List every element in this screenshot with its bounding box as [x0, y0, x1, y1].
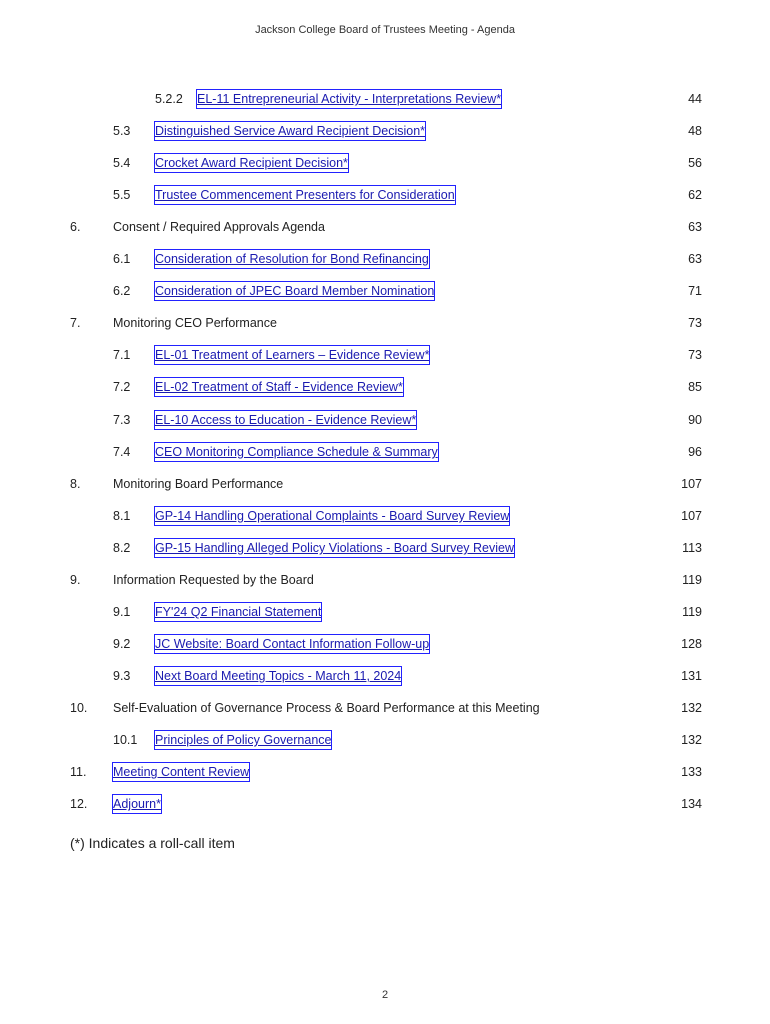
page-number: 113 [682, 541, 702, 555]
section-title: Monitoring CEO Performance [113, 316, 277, 330]
page-number: 73 [688, 316, 702, 330]
page-number: 132 [681, 701, 702, 715]
page-number: 90 [688, 413, 702, 427]
item-number: 7.1 [113, 348, 131, 362]
agenda-section-row [0, 314, 770, 332]
item-number: 5.4 [113, 156, 131, 170]
agenda-row [0, 731, 770, 749]
item-number: 6.1 [113, 252, 131, 266]
agenda-link[interactable]: EL-10 Access to Education - Evidence Review* [155, 413, 417, 427]
page-number: 48 [688, 124, 702, 138]
agenda-link[interactable]: Next Board Meeting Topics - March 11, 2024 [155, 669, 402, 683]
agenda-link[interactable]: GP-15 Handling Alleged Policy Violations - Board Survey Review [155, 541, 514, 555]
agenda-row [0, 186, 770, 204]
page-number: 63 [688, 220, 702, 234]
section-title: Monitoring Board Performance [113, 477, 284, 491]
page-number: 131 [681, 669, 702, 683]
section-number: 12. [70, 797, 88, 811]
agenda-row [0, 539, 770, 557]
roll-call-note: (*) Indicates a roll-call item [70, 835, 235, 851]
agenda-link[interactable]: Meeting Content Review [113, 765, 250, 779]
agenda-row [0, 346, 770, 364]
agenda-row [0, 90, 770, 108]
agenda-link[interactable]: EL-01 Treatment of Learners – Evidence Review* [155, 348, 430, 362]
section-title: Self-Evaluation of Governance Process & Board Performance at this Meeting [113, 701, 540, 715]
page-footer-number: 2 [381, 989, 389, 1001]
item-number: 8.2 [113, 541, 131, 555]
page-number: 132 [681, 733, 702, 747]
agenda-row [0, 667, 770, 685]
agenda-section-row [0, 475, 770, 493]
agenda-link[interactable]: CEO Monitoring Compliance Schedule & Summary [155, 445, 438, 459]
agenda-link[interactable]: EL-11 Entrepreneurial Activity - Interpretations Review* [197, 92, 502, 106]
agenda-link[interactable]: GP-14 Handling Operational Complaints - Board Survey Review [155, 509, 510, 523]
item-number: 5.2.2 [155, 92, 183, 106]
page-number: 73 [688, 348, 702, 362]
agenda-link[interactable]: Consideration of Resolution for Bond Refinancing [155, 252, 429, 266]
page-number: 107 [681, 509, 702, 523]
agenda-link[interactable]: Distinguished Service Award Recipient Decision* [155, 124, 426, 138]
item-number: 6.2 [113, 284, 131, 298]
page-number: 63 [688, 252, 702, 266]
agenda-section-row [0, 571, 770, 589]
agenda-row [0, 378, 770, 396]
page-number: 119 [682, 605, 702, 619]
item-number: 7.3 [113, 413, 131, 427]
item-number: 8.1 [113, 509, 131, 523]
agenda-row [0, 122, 770, 140]
agenda-section-row [0, 699, 770, 717]
page-number: 96 [688, 445, 702, 459]
agenda-link[interactable]: JC Website: Board Contact Information Follow-up [155, 637, 430, 651]
agenda-link[interactable]: Principles of Policy Governance [155, 733, 332, 747]
agenda-link[interactable]: FY'24 Q2 Financial Statement [155, 605, 322, 619]
item-number: 9.1 [113, 605, 131, 619]
section-title: Consent / Required Approvals Agenda [113, 220, 325, 234]
page-number: 133 [681, 765, 702, 779]
item-number: 9.3 [113, 669, 131, 683]
agenda-row [0, 443, 770, 461]
agenda-section-row [0, 795, 770, 813]
item-number: 7.2 [113, 380, 131, 394]
item-number: 9.2 [113, 637, 131, 651]
agenda-row [0, 411, 770, 429]
page-number: 107 [681, 477, 702, 491]
agenda-row [0, 603, 770, 621]
section-title: Information Requested by the Board [113, 573, 314, 587]
page-number: 119 [682, 573, 702, 587]
section-number: 6. [70, 220, 81, 234]
agenda-row [0, 282, 770, 300]
agenda-link[interactable]: Trustee Commencement Presenters for Consideration [155, 188, 455, 202]
agenda-link[interactable]: Consideration of JPEC Board Member Nomination [155, 284, 435, 298]
item-number: 7.4 [113, 445, 131, 459]
agenda-link[interactable]: Adjourn* [113, 797, 161, 811]
page-number: 128 [681, 637, 702, 651]
page-header: Jackson College Board of Trustees Meeting - Agenda [255, 24, 515, 36]
agenda-row [0, 154, 770, 172]
agenda-link[interactable]: EL-02 Treatment of Staff - Evidence Review* [155, 380, 403, 394]
agenda-link[interactable]: Crocket Award Recipient Decision* [155, 156, 348, 170]
section-number: 8. [70, 477, 81, 491]
agenda-row [0, 507, 770, 525]
section-number: 10. [70, 701, 88, 715]
section-number: 9. [70, 573, 81, 587]
agenda-row [0, 250, 770, 268]
item-number: 10.1 [113, 733, 138, 747]
agenda-row [0, 635, 770, 653]
section-number: 11. [70, 765, 87, 779]
item-number: 5.5 [113, 188, 131, 202]
agenda-section-row [0, 763, 770, 781]
page-number: 62 [688, 188, 702, 202]
page-number: 85 [688, 380, 702, 394]
page-number: 56 [688, 156, 702, 170]
page-number: 44 [688, 92, 702, 106]
item-number: 5.3 [113, 124, 131, 138]
agenda-section-row [0, 218, 770, 236]
page-number: 71 [688, 284, 702, 298]
page-number: 134 [681, 797, 702, 811]
section-number: 7. [70, 316, 81, 330]
